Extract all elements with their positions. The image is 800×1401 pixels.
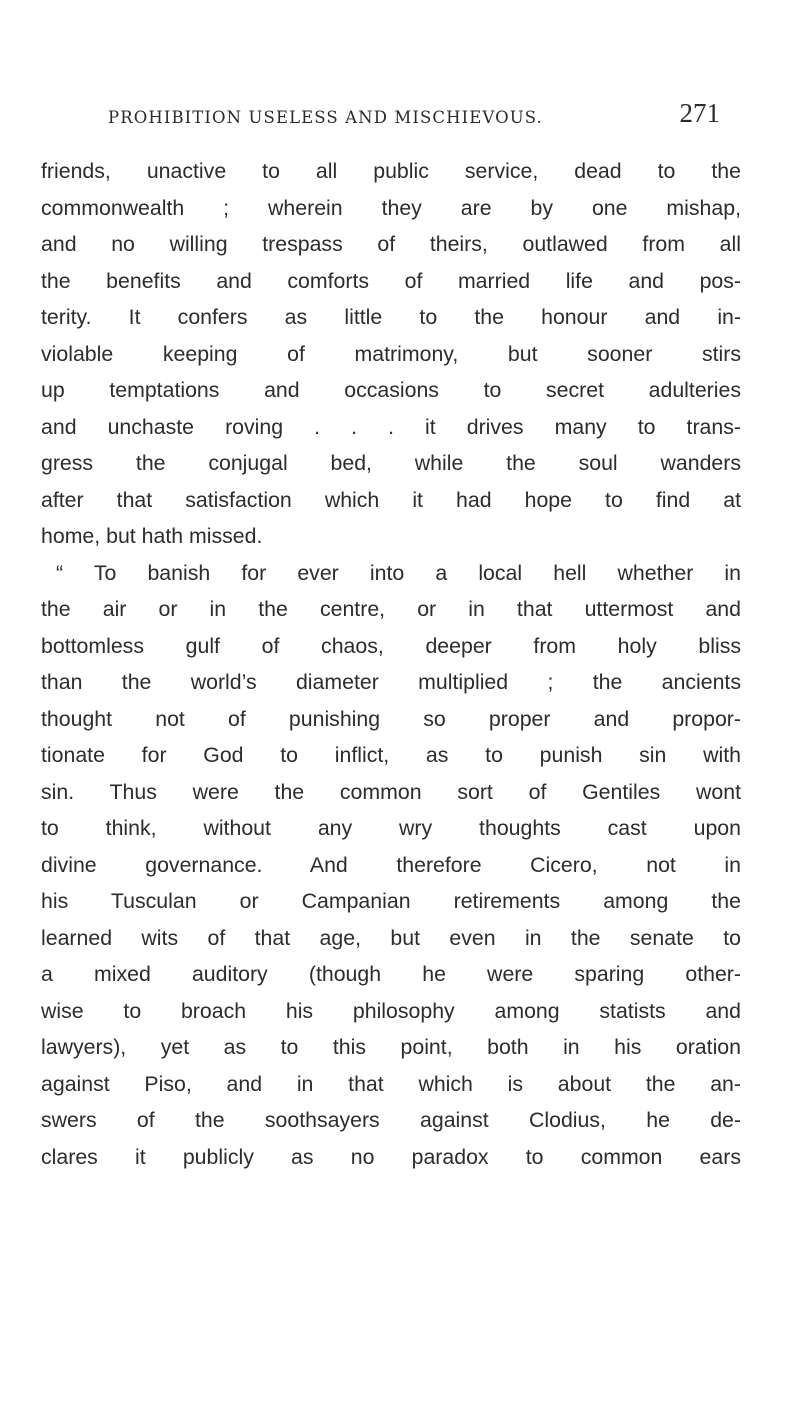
text-line: sin. Thus were the common sort of Gentiles wont <box>41 779 741 804</box>
text-line: bottomless gulf of chaos, deeper from holy bliss <box>41 633 741 658</box>
text-line: wise to broach his philosophy among statists and <box>41 998 741 1023</box>
text-line: “ To banish for ever into a local hell whether in <box>56 560 741 585</box>
text-line: a mixed auditory (though he were sparing other- <box>41 962 741 986</box>
text-line: than the world’s diameter multiplied ; the ancients <box>41 670 741 694</box>
text-line: home, but hath missed. <box>41 524 263 548</box>
text-line: up temptations and occasions to secret adulteries <box>41 378 741 402</box>
text-line: learned wits of that age, but even in the senate to <box>41 925 741 950</box>
text-line: and unchaste roving . . . it drives many to trans- <box>41 414 741 439</box>
text-line: commonwealth ; wherein they are by one mishap, <box>41 195 741 220</box>
text-line: the air or in the centre, or in that uttermost and <box>41 597 741 621</box>
text-line: tionate for God to inflict, as to punish sin with <box>41 743 741 767</box>
text-line: swers of the soothsayers against Clodius, he de- <box>41 1108 741 1132</box>
text-line: and no willing trespass of theirs, outlawed from all <box>41 232 741 256</box>
text-line: thought not of punishing so proper and propor- <box>41 706 741 731</box>
text-line: the benefits and comforts of married life and pos- <box>41 268 741 293</box>
text-line: violable keeping of matrimony, but sooner stirs <box>41 341 741 366</box>
running-head-title: PROHIBITION USELESS AND MISCHIEVOUS. <box>108 108 543 127</box>
text-line: after that satisfaction which it had hope to find at <box>41 487 741 512</box>
text-line: his Tusculan or Campanian retirements among the <box>41 889 741 913</box>
page-number: 271 <box>679 98 720 128</box>
text-line: against Piso, and in that which is about the an- <box>41 1071 741 1096</box>
text-line: to think, without any wry thoughts cast upon <box>41 816 741 840</box>
running-head <box>108 98 720 138</box>
body-text <box>41 153 741 1175</box>
text-line: friends, unactive to all public service, dead to the <box>41 159 741 183</box>
text-line: lawyers), yet as to this point, both in his oration <box>41 1035 741 1059</box>
text-line: divine governance. And therefore Cicero, not in <box>41 852 741 877</box>
text-line: gress the conjugal bed, while the soul wanders <box>41 451 741 475</box>
text-line: terity. It confers as little to the honour and in- <box>41 305 741 329</box>
text-line: clares it publicly as no paradox to common ears <box>41 1144 741 1169</box>
